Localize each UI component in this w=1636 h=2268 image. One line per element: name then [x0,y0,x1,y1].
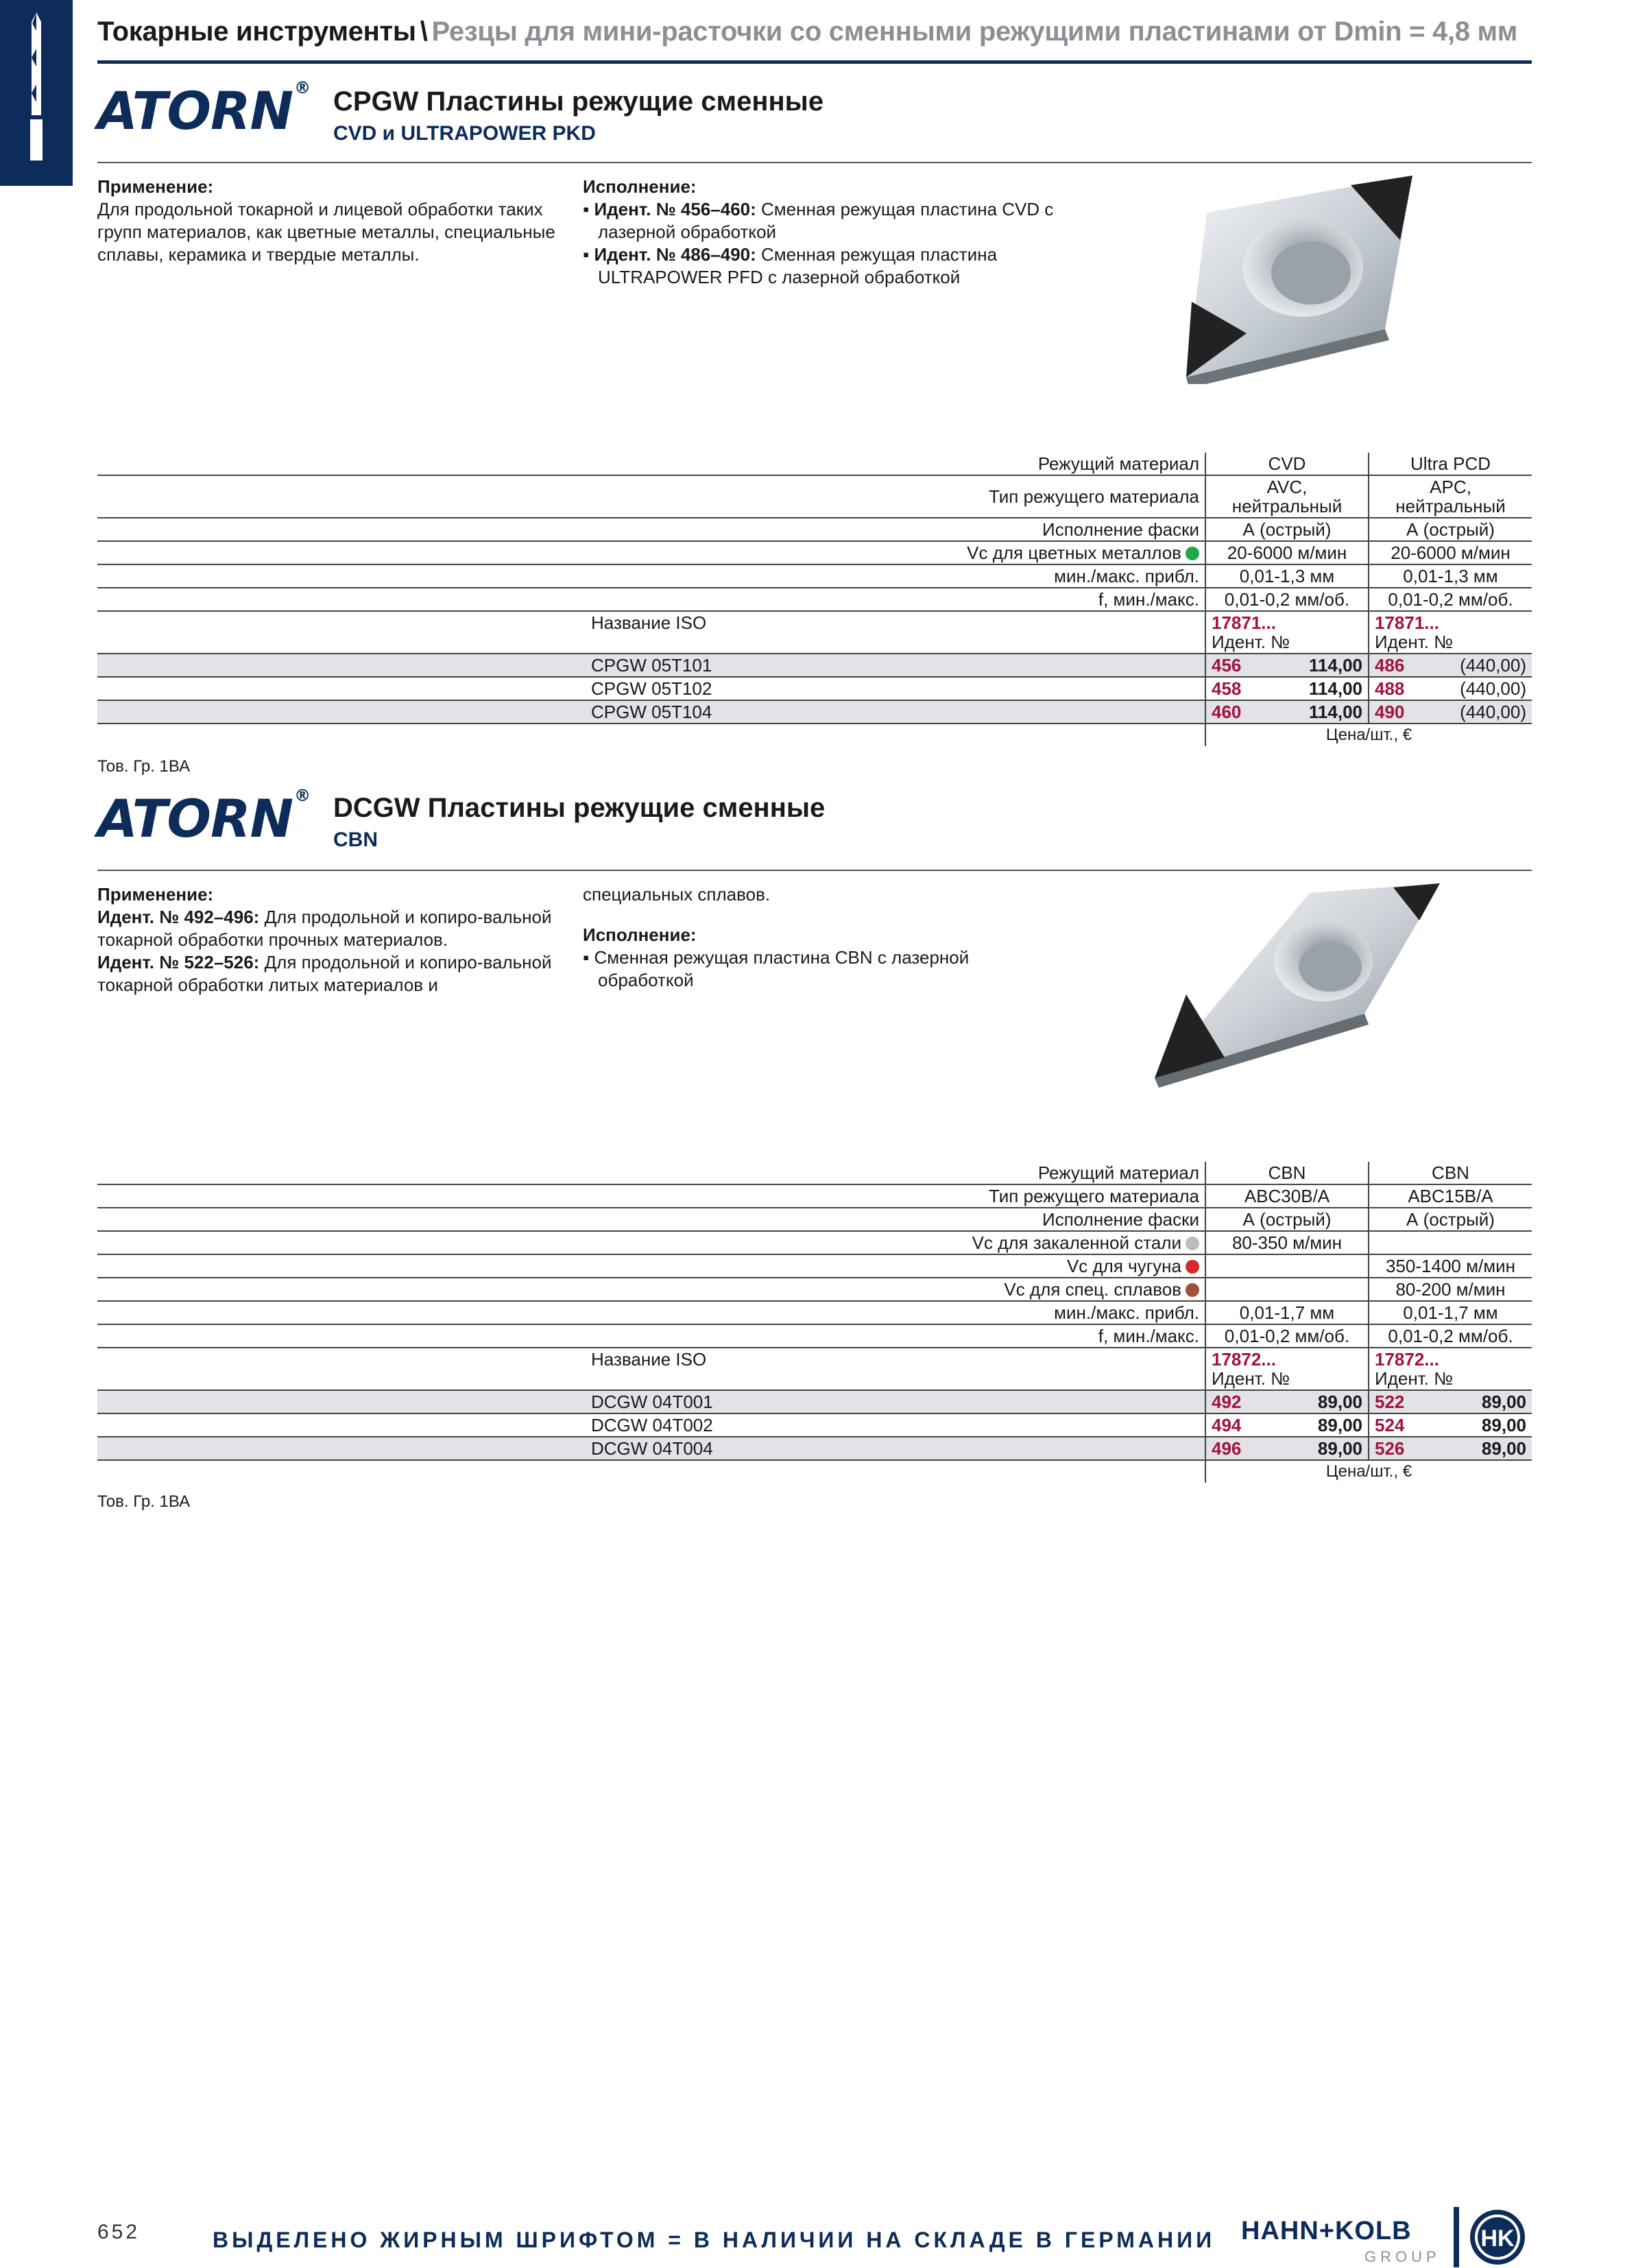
price: (440,00) [1449,700,1532,724]
spec-label: Исполнение фаски [97,1208,1205,1231]
spec-value: APC, нейтральный [1369,475,1532,518]
spec-row [97,1278,1532,1301]
spec-row [97,1324,1532,1348]
header-separator: \ [420,16,428,47]
price: 114,00 [1286,700,1369,724]
spec-value: 0,01-1,7 мм [1369,1301,1532,1324]
spec-label: f, мин./макс. [97,588,1205,611]
section2-application [97,883,570,996]
iso-label: Название ISO [591,1349,707,1370]
ident-number: 526 [1369,1437,1449,1460]
spec-label [97,1278,1205,1301]
execution-item: ▪ Идент. № 486–490: Сменная режущая пластина ULTRAPOWER PFD с лазерной обработкой [583,244,998,287]
execution-item-bold: Идент. № 486–490: [594,244,756,265]
application-heading: Применение: [97,176,214,197]
section1-rule [97,162,1532,163]
application-heading: Применение: [97,884,214,905]
spec-label-text: Vc для спец. сплавов [1004,1279,1181,1300]
spec-row [97,475,1532,518]
spec-value: 0,01-0,2 мм/об. [1205,588,1369,611]
table-row [97,700,1532,724]
spec-label-text: Vc для закаленной стали [972,1232,1181,1253]
execution-item: ▪ Сменная режущая пластина CBN с лазерной обработкой [583,947,970,990]
spec-value: ABC15B/A [1369,1184,1532,1208]
spec-label [97,541,1205,564]
table-row [97,1413,1532,1437]
ident-number: 486 [1369,654,1449,677]
price-label: Цена/шт., € [1205,1460,1532,1483]
spec-value: CVD [1205,453,1369,475]
spec-value: 80-350 м/мин [1205,1231,1369,1254]
spec-row [97,1162,1532,1184]
spec-value: 0,01-1,3 мм [1369,564,1532,588]
section1-subtitle: CVD и ULTRAPOWER PKD [333,122,596,145]
price: 89,00 [1449,1413,1532,1437]
spec-row [97,588,1532,611]
spec-label-text: Vc для цветных металлов [967,542,1181,563]
ident-label: Идент. № [1375,632,1454,652]
spec-value: 0,01-0,2 мм/об. [1369,1324,1532,1348]
spec-label: мин./макс. прибл. [97,1301,1205,1324]
execution-item: ▪ Идент. № 456–460: Сменная режущая пластина CVD с лазерной обработкой [583,199,1054,242]
spec-value: 20-6000 м/мин [1205,541,1369,564]
green-dot-icon [1186,547,1199,560]
spec-value: ABC30B/A [1205,1184,1369,1208]
spec-value [1205,1278,1369,1301]
drill-icon [12,12,60,170]
spec-value: AVC, нейтральный [1205,475,1369,518]
atorn-logo [97,785,311,849]
svg-text:HK: HK [1480,2225,1515,2252]
ident-number: 456 [1205,654,1286,677]
spec-label: Тип режущего материала [97,475,1205,518]
spec-value: А (острый) [1369,518,1532,541]
application-continued: специальных сплавов. [583,884,771,905]
ident-number: 458 [1205,677,1286,700]
spec-value: 0,01-1,3 мм [1205,564,1369,588]
iso-name: DCGW 04T004 [97,1437,1205,1460]
section1-application [97,176,564,266]
spec-row [97,564,1532,588]
ident-number: 494 [1205,1413,1286,1437]
spec-label: f, мин./макс. [97,1324,1205,1348]
spec-row [97,518,1532,541]
brown-dot-icon [1186,1283,1199,1297]
spec-label [97,1254,1205,1278]
spec-value: А (острый) [1205,518,1369,541]
cpgw-insert-image [1159,171,1433,384]
iso-header-row [97,1348,1532,1390]
ident-number: 488 [1369,677,1449,700]
spec-row [97,1208,1532,1231]
table-row [97,1437,1532,1460]
spec-value: 80-200 м/мин [1369,1278,1532,1301]
section2-execution [583,883,1035,992]
section1-title: CPGW Пластины режущие сменные [333,86,824,117]
spec-row [97,1254,1532,1278]
spec-value: 20-6000 м/мин [1369,541,1532,564]
application-item [97,951,570,996]
spec-label: Исполнение фаски [97,518,1205,541]
spec-row [97,541,1532,564]
section1-execution [583,176,1063,289]
table-row [97,1390,1532,1413]
table-row [97,654,1532,677]
section1-group: Тов. Гр. 1ВА [97,757,191,776]
application-text: Для продольной токарной и лицевой обработки таких групп материалов, как цветные металлы, специальные сплавы, керамика и твердые металлы. [97,199,555,265]
dcgw-insert-image [1138,878,1454,1097]
price: 89,00 [1286,1437,1369,1460]
company-group: GROUP [1364,2248,1441,2265]
spec-value: А (острый) [1205,1208,1369,1231]
spec-value [1369,1231,1532,1254]
iso-label: Название ISO [591,612,707,633]
price: 114,00 [1286,677,1369,700]
iso-name: DCGW 04T002 [97,1413,1205,1437]
spec-label-text: Vc для чугуна [1066,1256,1181,1276]
price: 89,00 [1286,1390,1369,1413]
iso-header-row [97,611,1532,654]
footer-note: ВЫДЕЛЕНО ЖИРНЫМ ШРИФТОМ = В НАЛИЧИИ НА СКЛАДЕ В ГЕРМАНИИ [213,2228,1216,2252]
spec-value [1205,1254,1369,1278]
spec-label [97,1231,1205,1254]
spec-value: 0,01-1,7 мм [1205,1301,1369,1324]
header-title: Резцы для мини-расточки со сменными режущими пластинами от Dmin = 4,8 мм [431,16,1518,47]
ident-label: Идент. № [1212,632,1290,652]
brand-name: ATORN [97,788,293,849]
ident-number: 522 [1369,1390,1449,1413]
ident-number: 496 [1205,1437,1286,1460]
ident-prefix: 17872... [1212,1349,1276,1370]
spec-row [97,453,1532,475]
brand-name: ATORN [97,80,293,141]
ident-prefix: 17871... [1212,612,1276,633]
spec-label: мин./макс. прибл. [97,564,1205,588]
header-category: Токарные инструменты [97,16,416,47]
spec-value: 350-1400 м/мин [1369,1254,1532,1278]
price-label-row [97,724,1532,746]
application-item-text: Для продольной и копиро-вальной токарной обработки литых материалов и [97,952,552,995]
section1-spec-table [97,453,1532,746]
execution-item-bold: Идент. № 456–460: [594,199,756,219]
spec-value: CBN [1205,1162,1369,1184]
application-item [97,906,570,951]
application-item-bold: Идент. № 522–526: [97,952,260,972]
spec-value: 0,01-0,2 мм/об. [1369,588,1532,611]
ident-number: 490 [1369,700,1449,724]
application-item-bold: Идент. № 492–496: [97,907,260,927]
page-number: 652 [97,2221,141,2243]
section2-subtitle: CBN [333,828,378,851]
execution-item-text: Сменная режущая пластина CVD с лазерной обработкой [598,199,1054,242]
ident-number: 492 [1205,1390,1286,1413]
spec-value: А (острый) [1369,1208,1532,1231]
hk-seal-icon [1467,2207,1528,2267]
price-label: Цена/шт., € [1205,724,1532,746]
ident-label: Идент. № [1212,1368,1290,1389]
ident-number: 524 [1369,1413,1449,1437]
spec-row [97,1184,1532,1208]
iso-name: CPGW 05T104 [97,700,1205,724]
ident-prefix: 17872... [1375,1349,1439,1370]
application-item-text: Для продольной и копиро-вальной токарной обработки прочных материалов. [97,907,552,950]
spec-value: 0,01-0,2 мм/об. [1205,1324,1369,1348]
grey-dot-icon [1186,1237,1199,1250]
price: 114,00 [1286,654,1369,677]
execution-item-text: Сменная режущая пластина CBN с лазерной обработкой [594,947,970,990]
price: (440,00) [1449,654,1532,677]
price: 89,00 [1449,1390,1532,1413]
section2-rule [97,870,1532,871]
spec-row [97,1301,1532,1324]
page-header [97,16,1517,47]
section2-group: Тов. Гр. 1ВА [97,1492,191,1511]
section2-spec-table [97,1162,1532,1483]
ident-label: Идент. № [1375,1368,1454,1389]
brand-reg: ® [294,785,311,805]
side-tab [0,0,73,186]
iso-name: CPGW 05T101 [97,654,1205,677]
price: 89,00 [1449,1437,1532,1460]
price: 89,00 [1286,1413,1369,1437]
spec-label: Тип режущего материала [97,1184,1205,1208]
section2-title: DCGW Пластины режущие сменные [333,793,826,823]
table-row [97,677,1532,700]
red-dot-icon [1186,1260,1199,1274]
company-name: HAHN+KOLB [1241,2217,1412,2245]
execution-heading: Исполнение: [583,924,697,945]
price: (440,00) [1449,677,1532,700]
execution-heading: Исполнение: [583,176,697,197]
atorn-logo [97,77,311,141]
spec-label: Режущий материал [97,1162,1205,1184]
logo-divider [1454,2207,1459,2267]
spec-row [97,1231,1532,1254]
iso-name: CPGW 05T102 [97,677,1205,700]
spec-label: Режущий материал [97,453,1205,475]
spec-value: Ultra PCD [1369,453,1532,475]
ident-prefix: 17871... [1375,612,1439,633]
ident-number: 460 [1205,700,1286,724]
header-rule [97,60,1532,64]
spec-value: CBN [1369,1162,1532,1184]
iso-name: DCGW 04T001 [97,1390,1205,1413]
price-label-row [97,1460,1532,1483]
brand-reg: ® [294,77,311,97]
execution-item-text: Сменная режущая пластина ULTRAPOWER PFD с лазерной обработкой [598,244,998,287]
